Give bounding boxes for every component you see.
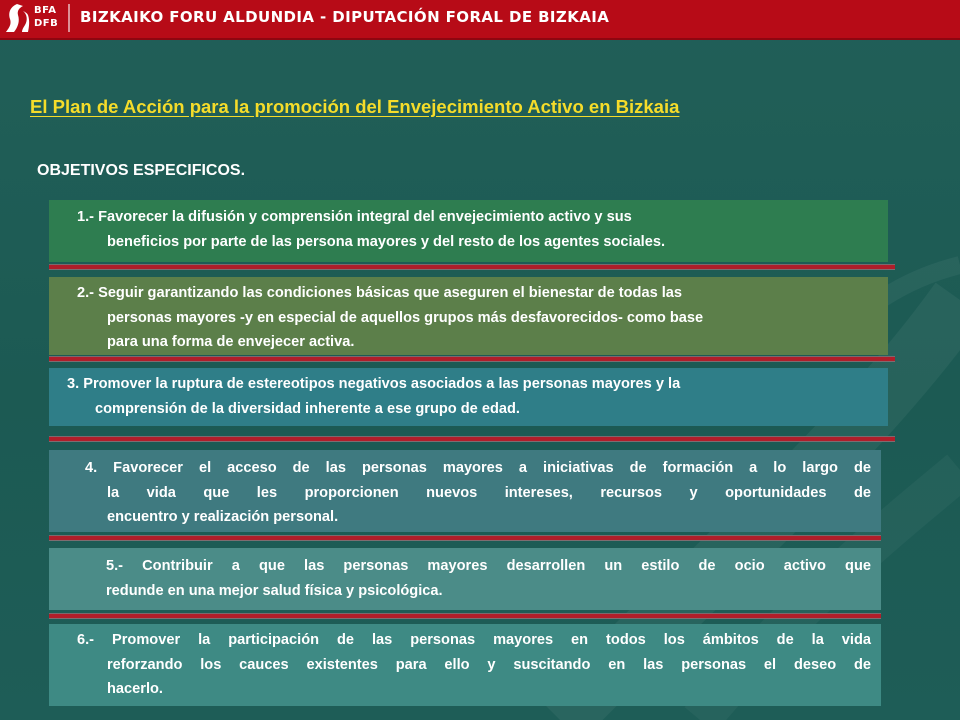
header-title: BIZKAIKO FORU ALDUNDIA - DIPUTACIÓN FORAL DE BIZKAIA bbox=[80, 8, 610, 26]
separator-line bbox=[49, 535, 881, 541]
objective-line: 2.- Seguir garantizando las condiciones básicas que aseguren el bienestar de todas las bbox=[77, 285, 683, 301]
objective-text bbox=[77, 628, 871, 702]
objective-text bbox=[85, 456, 871, 530]
objective-line: hacerlo. bbox=[107, 681, 163, 697]
objective-1 bbox=[49, 200, 888, 262]
objective-6 bbox=[49, 624, 881, 706]
objective-line: la vida que les proporcionen nuevos intereses, recursos y oportunidades de bbox=[107, 484, 871, 501]
objective-text bbox=[77, 281, 877, 355]
separator-line bbox=[49, 356, 895, 362]
separator-line bbox=[49, 613, 881, 619]
objective-line: reforzando los cauces existentes para ello y suscitando en las personas el deseo de bbox=[107, 656, 871, 673]
objective-line: 3. Promover la ruptura de estereotipos negativos asociados a las personas mayores y la bbox=[67, 376, 681, 392]
objective-3 bbox=[49, 368, 888, 426]
objective-line: comprensión de la diversidad inherente a ese grupo de edad. bbox=[95, 400, 520, 417]
objective-line: beneficios por parte de las persona mayores y del resto de los agentes sociales. bbox=[107, 233, 666, 250]
objective-line: encuentro y realización personal. bbox=[107, 509, 339, 525]
objective-line: 4. Favorecer el acceso de las personas mayores a iniciativas de formación a lo largo de bbox=[85, 460, 871, 476]
logo-text bbox=[34, 4, 58, 30]
objective-text bbox=[106, 554, 871, 603]
separator-line bbox=[49, 264, 895, 270]
logo-line-1: BFA bbox=[34, 5, 57, 16]
section-heading: OBJETIVOS ESPECIFICOS. bbox=[37, 162, 246, 179]
header-divider bbox=[68, 4, 70, 32]
main-title: El Plan de Acción para la promoción del Envejecimiento Activo en Bizkaia bbox=[30, 96, 680, 117]
objective-line: 6.- Promover la participación de las personas mayores en todos los ámbitos de la vida bbox=[77, 632, 871, 648]
objective-2 bbox=[49, 277, 888, 355]
logo-line-2: DFB bbox=[34, 18, 59, 29]
objective-line: personas mayores -y en especial de aquellos grupos más desfavorecidos- como base bbox=[107, 309, 704, 326]
separator-line bbox=[49, 436, 895, 442]
header-bar bbox=[0, 0, 960, 40]
objective-line: 1.- Favorecer la difusión y comprensión integral del envejecimiento activo y sus bbox=[77, 209, 632, 225]
objective-line: para una forma de envejecer activa. bbox=[107, 334, 355, 350]
objective-5 bbox=[49, 548, 881, 610]
objective-line: redunde en una mejor salud física y psicológica. bbox=[106, 582, 443, 599]
objective-text bbox=[67, 372, 877, 421]
objective-line: 5.- Contribuir a que las personas mayores desarrollen un estilo de ocio activo que bbox=[106, 558, 871, 574]
objective-4 bbox=[49, 450, 881, 532]
bizkaia-logo-icon bbox=[4, 3, 30, 33]
objective-text bbox=[77, 205, 877, 254]
